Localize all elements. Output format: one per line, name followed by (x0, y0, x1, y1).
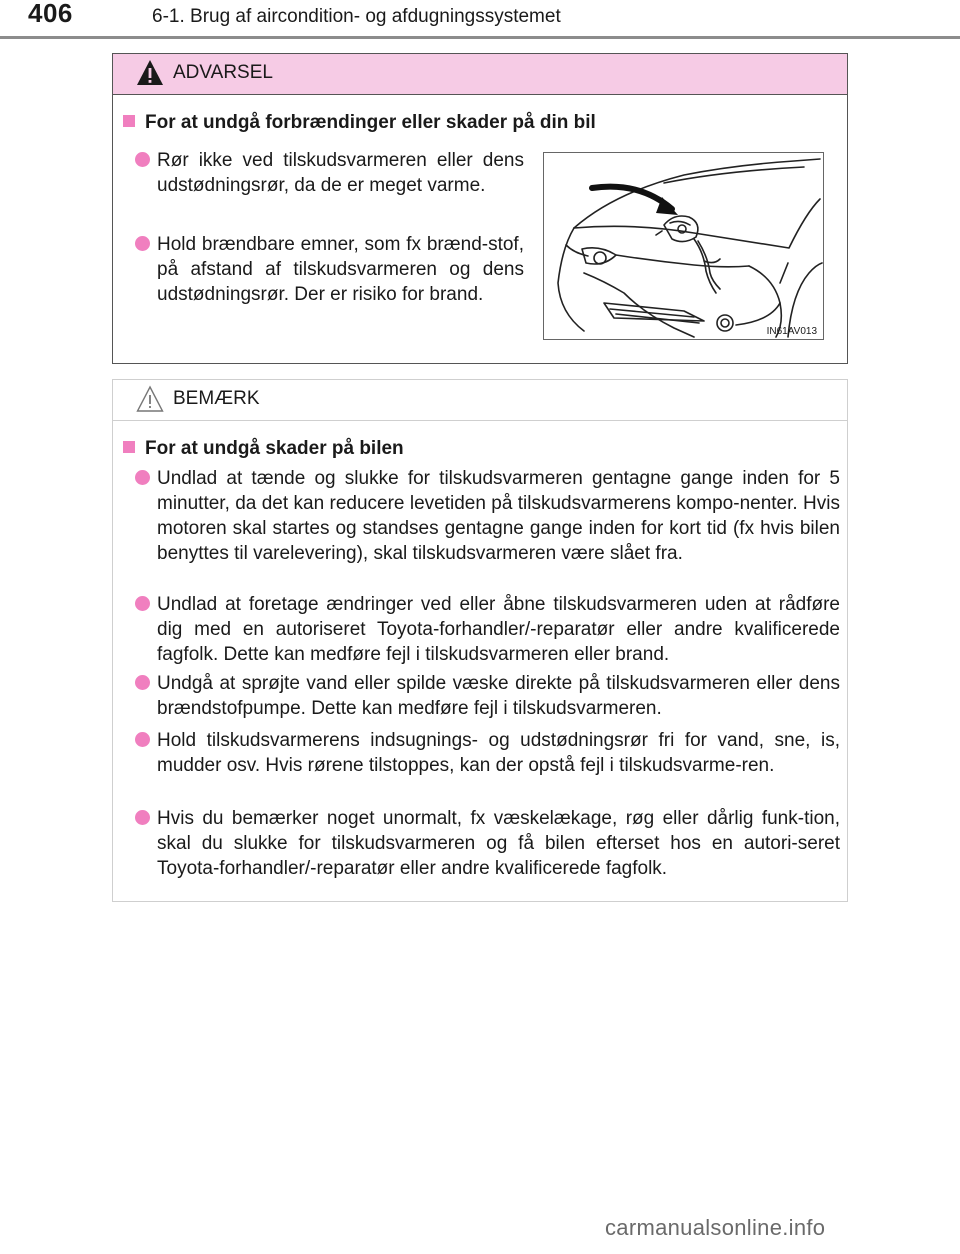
notice-bullet-text: Hold tilskudsvarmerens indsugnings- og udstødningsrør fri for vand, sne, is, mudder osv. Hvis rørene tilstoppes, kan der opstå fejl i tilskudsvarme-ren. (157, 730, 840, 776)
notice-bullet (157, 806, 840, 881)
warning-bullet (157, 232, 524, 307)
header-rule (0, 36, 960, 39)
circle-bullet-icon (135, 596, 150, 611)
warning-label: ADVARSEL (173, 62, 273, 83)
warning-bullet-text: Rør ikke ved tilskudsvarmeren eller dens udstødningsrør, da de er meget varme. (157, 150, 524, 196)
warning-bullet (157, 148, 524, 198)
notice-bullet (157, 466, 840, 566)
illustration-code: IN61AV013 (766, 326, 817, 337)
page-header (0, 0, 960, 40)
notice-subheading-text: For at undgå skader på bilen (145, 438, 404, 459)
notice-bullet (157, 671, 840, 721)
circle-bullet-icon (135, 236, 150, 251)
warning-subheading (123, 112, 596, 134)
watermark: carmanualsonline.info (605, 1215, 826, 1240)
car-front-drawing (544, 153, 823, 339)
page-number: 406 (28, 0, 73, 28)
notice-box (112, 379, 848, 902)
circle-bullet-icon (135, 732, 150, 747)
warning-subheading-text: For at undgå forbrændinger eller skader på din bil (145, 112, 596, 133)
square-bullet-icon (123, 441, 135, 453)
notice-subheading (123, 438, 404, 460)
warning-header (113, 54, 847, 95)
warning-box (112, 53, 848, 364)
circle-bullet-icon (135, 810, 150, 825)
warning-bullet-text: Hold brændbare emner, som fx brænd-stof, på afstand af tilskudsvarmeren og dens udstødningsrør. Der er risiko for brand. (157, 234, 524, 305)
notice-bullet-text: Undlad at tænde og slukke for tilskudsvarmeren gentagne gange inden for 5 minutter, da det kan reducere levetiden på tilskudsvarmerens kompo-nenter. Hvis motoren skal startes og standses gentagne gange inden for kort tid (fx hvis bilen benyttes til varelevering), skal tilskudsvarmeren være slået fra. (157, 468, 840, 564)
heater-illustration (543, 152, 824, 340)
notice-bullet-text: Undgå at sprøjte vand eller spilde væske direkte på tilskudsvarmeren eller dens brændstofpumpe. Dette kan medføre fejl i tilskudsvarmeren. (157, 673, 840, 719)
notice-bullet-text: Undlad at foretage ændringer ved eller åbne tilskudsvarmeren uden at rådføre dig med en autoriseret Toyota-forhandler/-reparatør eller andre kvalificerede fagfolk. Dette kan medføre fejl i tilskudsvarmeren eller brand. (157, 594, 840, 665)
circle-bullet-icon (135, 470, 150, 485)
notice-bullet (157, 728, 840, 778)
square-bullet-icon (123, 115, 135, 127)
notice-label: BEMÆRK (173, 388, 260, 409)
notice-bullet-text: Hvis du bemærker noget unormalt, fx væskelækage, røg eller dårlig funk-tion, skal du slukke for tilskudsvarmeren og få bilen efterset hos en autori-seret Toyota-forhandler/-reparatør eller andre kvalificerede fagfolk. (157, 808, 840, 879)
notice-header (113, 380, 847, 421)
section-title: 6-1. Brug af aircondition- og afdugningssystemet (152, 6, 561, 27)
caution-triangle-icon (135, 384, 165, 414)
circle-bullet-icon (135, 675, 150, 690)
notice-bullet (157, 592, 840, 667)
warning-triangle-icon (135, 58, 165, 88)
circle-bullet-icon (135, 152, 150, 167)
